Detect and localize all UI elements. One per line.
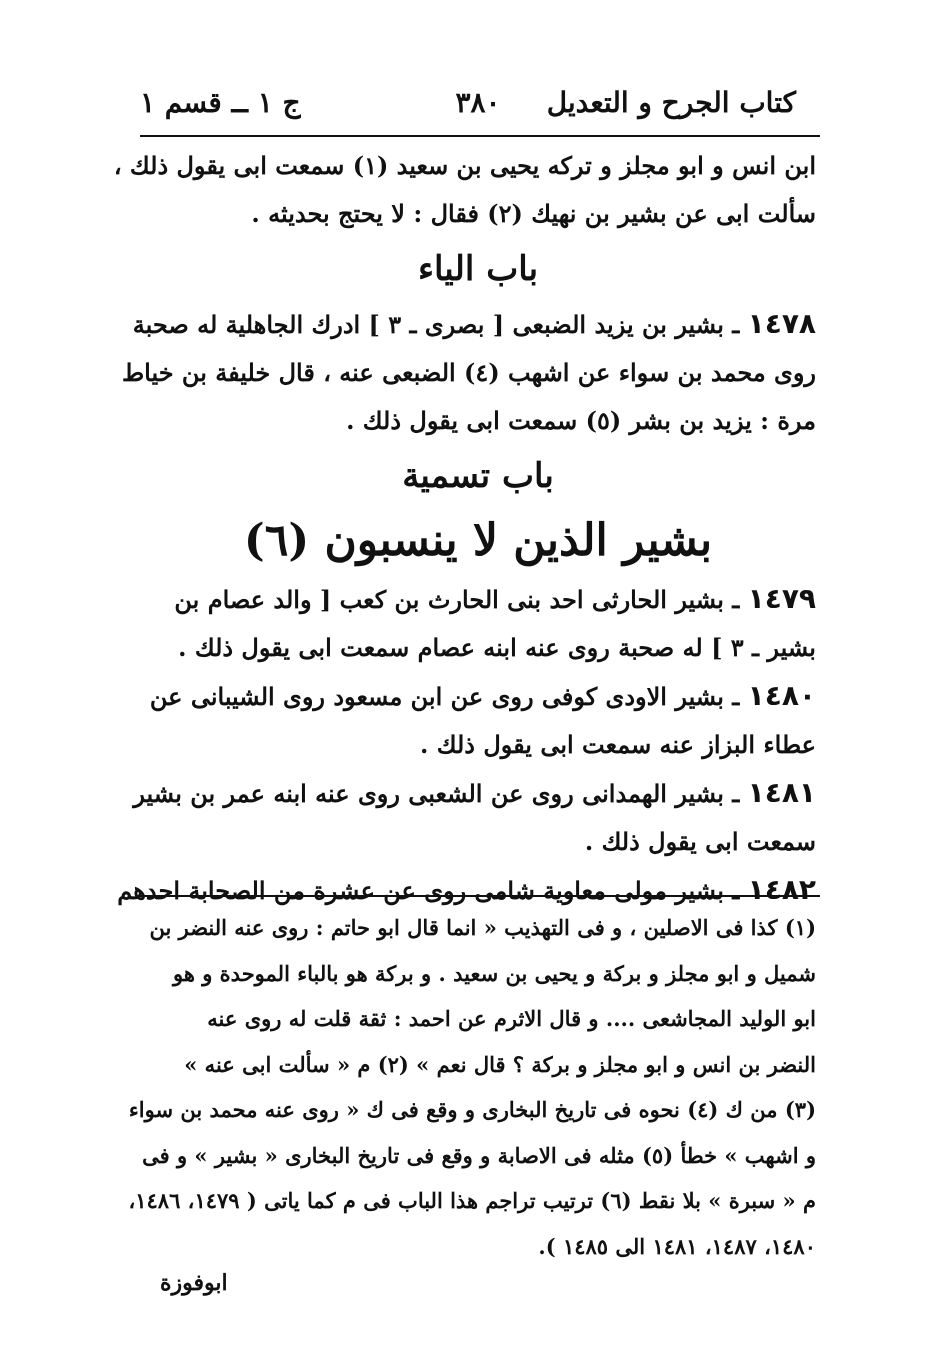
entry-number: ١٤٧٨ [747, 307, 816, 340]
entry-1480-line [140, 672, 816, 721]
entry-text: ـ بشير بن يزيد الضبعى [ بصرى ـ ٣ ] ادرك الجاهلية له صحبة [132, 310, 740, 339]
footnote-line: النضر بن انس و ابو مجلز و بركة ؟ قال نعم » (٢) م « سألت ابى عنه » [184, 1051, 816, 1077]
entry-text: ـ بشير الهمدانى روى عن الشعبى روى عنه ابنه عمر بن بشير [133, 779, 740, 808]
intro-line: ابن انس و ابو مجلز و تركه يحيى بن سعيد (١) سمعت ابى يقول ذلك ، [113, 151, 816, 180]
footnote-line: ابو الوليد المجاشعى .... و قال الاثرم عن احمد : ثقة قلت له روى عنه [207, 1006, 816, 1031]
chapter-heading-ya: باب الياء [417, 249, 539, 289]
footnote-rule [140, 895, 820, 897]
entry-1481-line [133, 769, 816, 818]
entry-text: ـ بشير مولى معاوية شامى روى عن عشرة من الصحابة احدهم [117, 876, 740, 905]
footnote-line: شميل و ابو مجلز و بركة و يحيى بن سعيد . و بركة هو بالباء الموحدة و هو [172, 960, 816, 986]
footnotes [128, 905, 816, 1269]
chapter-heading-naming: باب تسمية [402, 456, 554, 496]
main-text [113, 142, 816, 915]
signature: ابوفوزة [160, 1270, 228, 1296]
entry-number: ١٤٧٩ [747, 582, 816, 615]
entry-text: ـ بشير الحارثى احد بنى الحارث بن كعب [ والد عصام بن [174, 585, 740, 614]
entry-number: ١٤٨١ [747, 776, 816, 809]
entry-1479-line: بشير ـ ٣ ] له صحبة روى عنه ابنه عصام سمعت ابى يقول ذلك . [178, 633, 816, 662]
entry-1479-line [140, 575, 816, 624]
footnote-line: (٣) من ك (٤) نحوه فى تاريخ البخارى و وقع فى ك « روى عنه محمد بن سواء [128, 1097, 816, 1122]
header-rule [140, 135, 820, 137]
entry-1480-line: عطاء البزاز عنه سمعت ابى يقول ذلك . [420, 730, 816, 759]
footnote-line: و اشهب » خطأ (٥) مثله فى الاصابة و وقع فى تاريخ البخارى « بشير » و فى [142, 1142, 816, 1168]
entry-text: ـ بشير الاودى كوفى روى عن ابن مسعود روى الشيبانى عن [149, 682, 740, 711]
volume-label: ج ١ ــ قسم ١ [140, 86, 301, 119]
entry-number: ١٤٨٢ [747, 873, 816, 906]
book-title: كتاب الجرح و التعديل [546, 86, 796, 119]
entry-1481-line: سمعت ابى يقول ذلك . [584, 827, 816, 856]
footnote-line: (١) كذا فى الاصلين ، و فى التهذيب « انما قال ابو حاتم : روى عنه النضر بن [149, 915, 816, 940]
footnote-line: ١٤٨٠، ١٤٨٧، ١٤٨١ الى ١٤٨٥ ). [538, 1233, 816, 1259]
entry-1478-line [132, 300, 816, 349]
page-header [140, 80, 816, 132]
entry-1478-line: مرة : يزيد بن بشر (٥) سمعت ابى يقول ذلك . [346, 406, 816, 435]
entry-number: ١٤٨٠ [747, 679, 816, 712]
intro-line: سألت ابى عن بشير بن نهيك (٢) فقال : لا يحتج بحديثه . [251, 199, 816, 228]
entry-1478-line: روى محمد بن سواء عن اشهب (٤) الضبعى عنه ، قال خليفة بن خياط [121, 358, 816, 387]
footnote-line: م « سبرة » بلا نقط (٦) ترتيب تراجم هذا الباب فى م كما ياتى ( ١٤٧٩، ١٤٨٦، [128, 1188, 816, 1213]
page-number: ٣٨٠ [455, 86, 501, 119]
chapter-heading-naming-2: بشير الذين لا ينسبون (٦) [243, 515, 713, 566]
